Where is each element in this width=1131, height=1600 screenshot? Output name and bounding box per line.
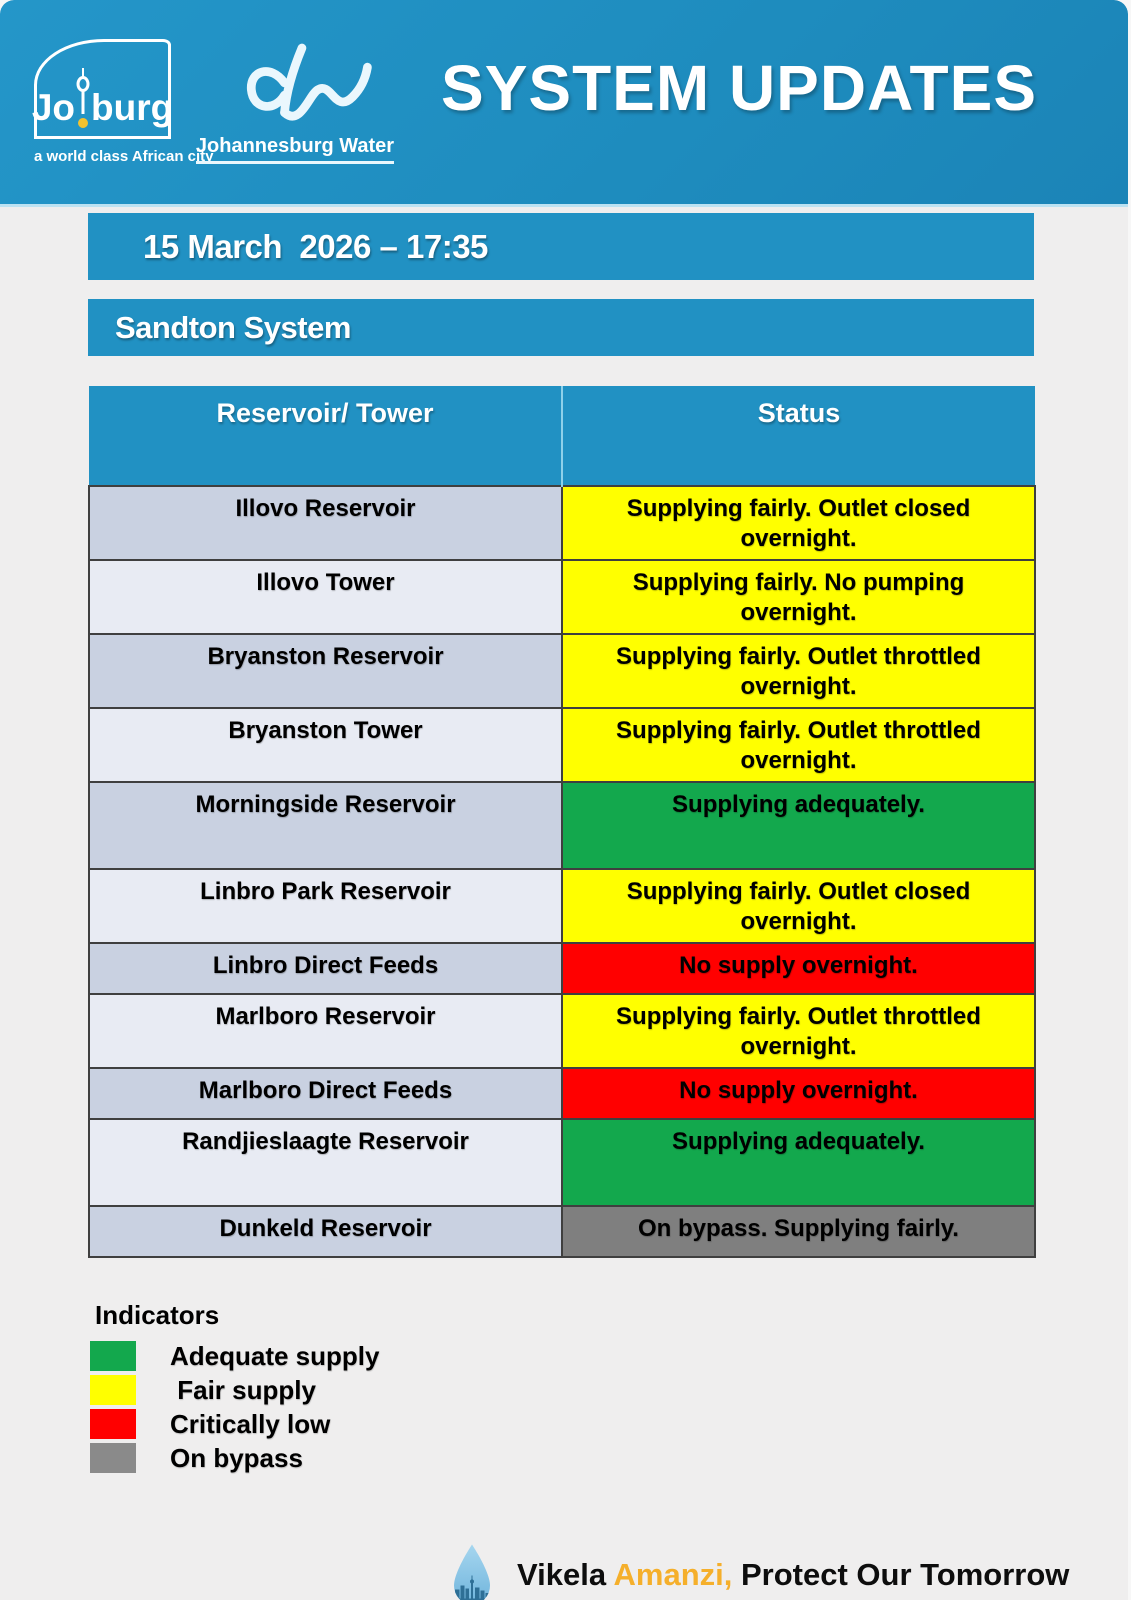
- status-cell: Supplying fairly. Outlet closed overnight.: [562, 869, 1035, 943]
- legend-item: [95, 1443, 1128, 1474]
- status-table-body: [89, 486, 1035, 1257]
- footer-slogan: [517, 1557, 1069, 1593]
- legend-label: Adequate supply: [170, 1340, 380, 1371]
- table-row: [89, 869, 1035, 943]
- table-row: [89, 486, 1035, 560]
- status-cell: No supply overnight.: [562, 1068, 1035, 1119]
- system-name-bar: Sandton System: [88, 299, 1034, 356]
- footer: [0, 1536, 1128, 1600]
- legend-swatch-fair: [90, 1375, 136, 1405]
- reservoir-name-cell: Morningside Reservoir: [89, 782, 562, 869]
- table-row: [89, 782, 1035, 869]
- table-row: [89, 1206, 1035, 1257]
- legend-label: On bypass: [170, 1442, 303, 1473]
- slogan-suffix: Protect Our Tomorrow: [732, 1556, 1070, 1592]
- header-row: [89, 386, 1035, 486]
- legend-item: [95, 1375, 1128, 1406]
- reservoir-name-cell: Illovo Reservoir: [89, 486, 562, 560]
- slogan-highlight: Amanzi,: [613, 1556, 733, 1592]
- status-cell: Supplying fairly. Outlet throttled overnight.: [562, 708, 1035, 782]
- status-cell: Supplying fairly. Outlet throttled overnight.: [562, 994, 1035, 1068]
- status-table-head: [89, 386, 1035, 486]
- table-row: [89, 560, 1035, 634]
- table-row: [89, 708, 1035, 782]
- legend-swatch-critical: [90, 1409, 136, 1439]
- reservoir-name-cell: Marlboro Direct Feeds: [89, 1068, 562, 1119]
- status-cell: Supplying fairly. No pumping overnight.: [562, 560, 1035, 634]
- water-swoosh-icon: [210, 41, 380, 137]
- legend-items: [95, 1341, 1128, 1474]
- joburg-word-right: burg: [91, 87, 174, 128]
- status-cell: Supplying fairly. Outlet throttled overnight.: [562, 634, 1035, 708]
- joburg-word-left: Jo: [31, 87, 75, 128]
- status-cell: Supplying adequately.: [562, 1119, 1035, 1206]
- joburg-logo-wordmark: [32, 68, 173, 126]
- page-title: SYSTEM UPDATES: [441, 52, 1037, 124]
- indicators-legend: [95, 1300, 1128, 1474]
- status-cell: Supplying fairly. Outlet closed overnight.: [562, 486, 1035, 560]
- water-drop-city-icon: [447, 1536, 497, 1600]
- joburg-tagline: a world class African city: [34, 148, 214, 165]
- table-row: [89, 943, 1035, 994]
- date-bar: 15 March 2026 – 17:35: [88, 213, 1034, 280]
- joburg-logo: [31, 39, 214, 165]
- slogan-prefix: Vikela: [517, 1556, 614, 1592]
- legend-swatch-adequate: [90, 1341, 136, 1371]
- status-table: [88, 386, 1036, 1258]
- reservoir-name-cell: Linbro Direct Feeds: [89, 943, 562, 994]
- status-cell: No supply overnight.: [562, 943, 1035, 994]
- reservoir-name-cell: Linbro Park Reservoir: [89, 869, 562, 943]
- legend-label: Fair supply: [170, 1374, 316, 1405]
- legend-item: [95, 1409, 1128, 1440]
- reservoir-name-cell: Marlboro Reservoir: [89, 994, 562, 1068]
- johannesburg-water-logo: [195, 41, 395, 164]
- table-row: [89, 1068, 1035, 1119]
- column-header-reservoir: Reservoir/ Tower: [89, 386, 562, 486]
- legend-swatch-bypass: [90, 1443, 136, 1473]
- status-cell: On bypass. Supplying fairly.: [562, 1206, 1035, 1257]
- legend-label: Critically low: [170, 1408, 331, 1439]
- reservoir-name-cell: Bryanston Reservoir: [89, 634, 562, 708]
- column-header-status: Status: [562, 386, 1035, 486]
- table-row: [89, 1119, 1035, 1206]
- reservoir-name-cell: Illovo Tower: [89, 560, 562, 634]
- table-row: [89, 634, 1035, 708]
- johannesburg-water-label: Johannesburg Water: [196, 135, 394, 164]
- joburg-logo-box: [31, 39, 174, 139]
- reservoir-name-cell: Dunkeld Reservoir: [89, 1206, 562, 1257]
- table-row: [89, 994, 1035, 1068]
- reservoir-name-cell: Bryanston Tower: [89, 708, 562, 782]
- hillbrow-tower-icon: [76, 68, 90, 126]
- status-cell: Supplying adequately.: [562, 782, 1035, 869]
- header-band: [0, 0, 1128, 207]
- legend-item: [95, 1341, 1128, 1372]
- legend-heading: Indicators: [95, 1299, 220, 1330]
- reservoir-name-cell: Randjieslaagte Reservoir: [89, 1119, 562, 1206]
